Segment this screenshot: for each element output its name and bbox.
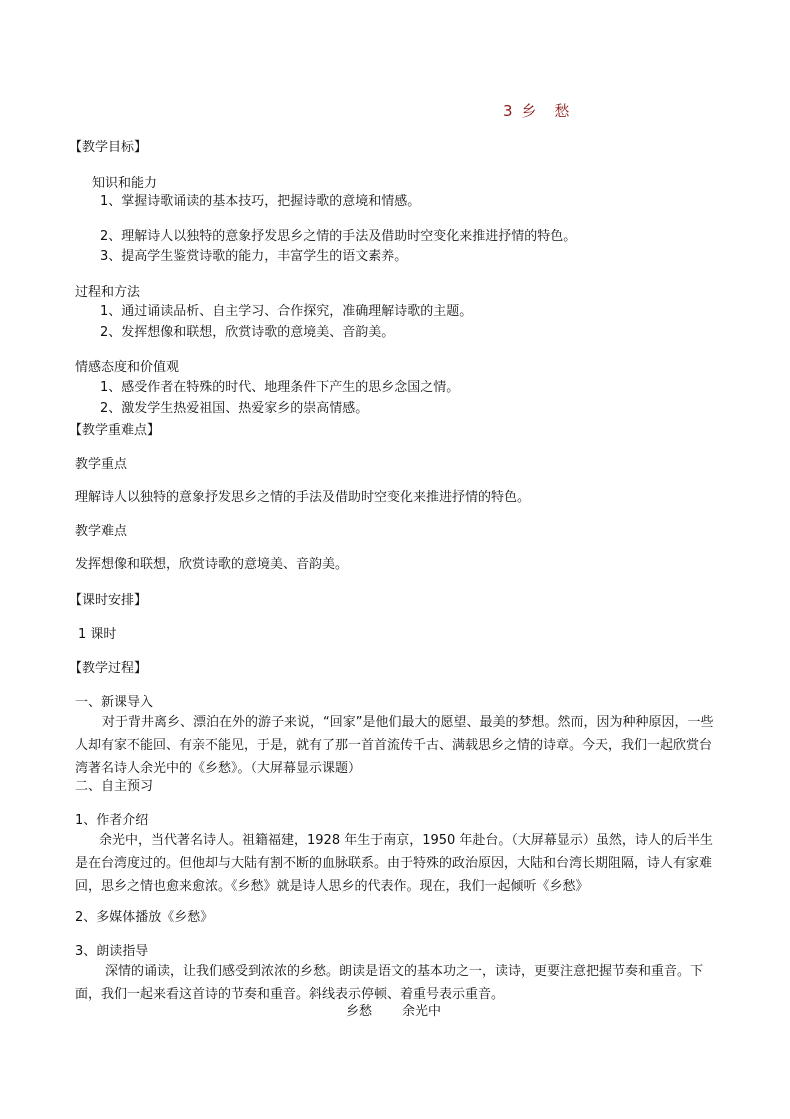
process-section-heading: 【教学过程】 xyxy=(69,661,148,676)
title-number: 3 xyxy=(503,102,515,120)
schedule-text: 1 课时 xyxy=(78,627,117,642)
focus-text: 理解诗人以独特的意象抒发思乡之情的手法及借助时空变化来推进抒情的特色。 xyxy=(75,490,531,505)
intro-paragraph: 对于背井离乡、漂泊在外的游子来说，“回家”是他们最大的愿望、最美的梦想。然而，因为种种原因，一些人却有家不能回、有亲不能见，于是，就有了那一首首流传千古、满载思乡之情的诗章。今天，我们一起欣赏台湾著名诗人余光中的《乡愁》。（大屏幕显示课题） xyxy=(75,715,714,776)
emotion-item-2: 2、激发学生热爱祖国、热爱家乡的崇高情感。 xyxy=(100,401,369,416)
knowledge-item-2: 2、理解诗人以独特的意象抒发思乡之情的手法及借助时空变化来推进抒情的特色。 xyxy=(100,229,577,244)
intro-label: 一、新课导入 xyxy=(75,695,154,710)
knowledge-item-1: 1、掌握诗歌诵读的基本技巧，把握诗歌的意境和情感。 xyxy=(100,194,421,209)
author-label: 1、作者介绍 xyxy=(75,813,149,828)
emotion-label: 情感态度和价值观 xyxy=(75,360,180,375)
title-char-2: 愁 xyxy=(554,102,572,120)
preview-label: 二、自主预习 xyxy=(75,779,154,794)
knowledge-label: 知识和能力 xyxy=(92,176,158,191)
title-char-1: 乡 xyxy=(521,102,539,120)
knowledge-item-3: 3、提高学生鉴赏诗歌的能力，丰富学生的语文素养。 xyxy=(100,249,408,264)
poem-author: 余光中 xyxy=(402,1004,442,1019)
author-paragraph: 余光中，当代著名诗人。祖籍福建，1928 年生于南京，1950 年赴台。（大屏幕显示）虽然，诗人的后半生是在台湾度过的。但他却与大陆有割不断的血脉联系。由于特殊的政治原因，大陆和台湾长期阻隔，诗人有家难回，思乡之情也愈来愈浓。《乡愁》就是诗人思乡的代表作。现在，我们一起倾听《乡愁》 xyxy=(75,833,713,894)
reading-paragraph: 深情的诵读，让我们感受到浓浓的乡愁。朗读是语文的基本功之一，读诗，更要注意把握节奏和重音。下面，我们一起来看这首诗的节奏和重音。斜线表示停顿、着重号表示重音。 xyxy=(75,964,704,1002)
keypoints-heading: 【教学重难点】 xyxy=(69,423,161,438)
difficulty-label: 教学难点 xyxy=(75,524,128,539)
reading-label: 3、朗读指导 xyxy=(75,944,149,959)
focus-label: 教学重点 xyxy=(75,457,128,472)
emotion-item-1: 1、感受作者在特殊的时代、地理条件下产生的思乡念国之情。 xyxy=(100,380,460,395)
process-label: 过程和方法 xyxy=(75,285,141,300)
difficulty-text: 发挥想像和联想，欣赏诗歌的意境美、音韵美。 xyxy=(75,557,349,572)
goals-heading: 【教学目标】 xyxy=(69,140,148,155)
schedule-heading: 【课时安排】 xyxy=(69,593,148,608)
process-item-2: 2、发挥想像和联想，欣赏诗歌的意境美、音韵美。 xyxy=(100,325,395,340)
poem-title: 乡愁 xyxy=(346,1004,373,1019)
page-title xyxy=(503,103,571,119)
media-label: 2、多媒体播放《乡愁》 xyxy=(75,910,214,925)
process-item-1: 1、通过诵读品析、自主学习、合作探究，准确理解诗歌的主题。 xyxy=(100,304,473,319)
